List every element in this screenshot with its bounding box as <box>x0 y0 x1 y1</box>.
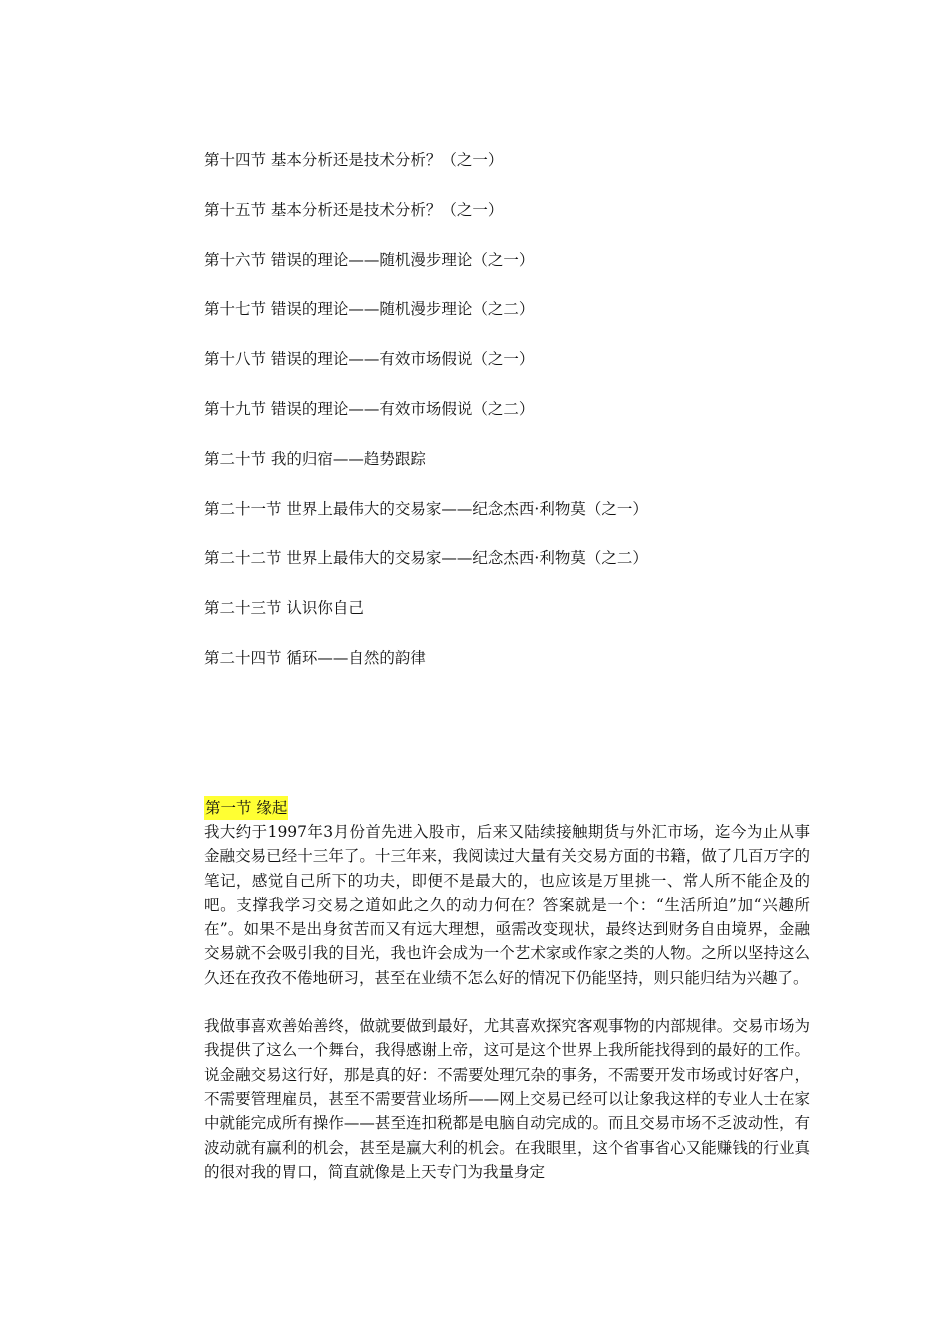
section-title: 第一节 缘起 <box>204 796 288 820</box>
paragraph: 我大约于1997年3月份首先进入股市，后来又陆续接触期货与外汇市场，迄今为止从事金融交易已经十三年了。十三年来，我阅读过大量有关交易方面的书籍，做了几百万字的笔记，感觉自己所下的功夫，即便不是最大的，也应该是万里挑一、常人所不能企及的吧。支撑我学习交易之道如此之久的动力何在？答案就是一个：“生活所迫”加“兴趣所在”。如果不是出身贫苦而又有远大理想，亟需改变现状，最终达到财务自由境界，金融交易就不会吸引我的目光，我也许会成为一个艺术家或作家之类的人物。之所以坚持这么久还在孜孜不倦地研习，甚至在业绩不怎么好的情况下仍能坚持，则只能归结为兴趣了。 <box>204 823 810 987</box>
toc-item: 第十九节 错误的理论——有效市场假说（之二） <box>204 399 535 418</box>
toc-item: 第二十四节 循环——自然的韵律 <box>204 648 426 667</box>
table-of-contents <box>204 148 824 696</box>
toc-item: 第十五节 基本分析还是技术分析？（之一） <box>204 200 504 219</box>
toc-item: 第二十节 我的归宿——趋势跟踪 <box>204 449 426 468</box>
toc-item: 第十四节 基本分析还是技术分析？（之一） <box>204 151 504 169</box>
paragraph: 我做事喜欢善始善终，做就要做到最好，尤其喜欢探究客观事物的内部规律。交易市场为我提供了这么一个舞台，我得感谢上帝，这可是这个世界上我所能找得到的最好的工作。说金融交易这行好，那是真的好：不需要处理冗杂的事务，不需要开发市场或讨好客户，不需要管理雇员，甚至不需要营业场所——网上交易已经可以让象我这样的专业人士在家中就能完成所有操作——甚至连扣税都是电脑自动完成的。而且交易市场不乏波动性，有波动就有赢利的机会，甚至是赢大利的机会。在我眼里，这个省事省心又能赚钱的行业真的很对我的胃口，简直就像是上天专门为我量身定 <box>204 1017 810 1181</box>
toc-item: 第十八节 错误的理论——有效市场假说（之一） <box>204 350 535 369</box>
section-one <box>204 796 810 1184</box>
section-heading-line <box>204 796 810 820</box>
toc-item: 第十六节 错误的理论——随机漫步理论（之一） <box>204 250 535 269</box>
toc-item: 第十七节 错误的理论——随机漫步理论（之二） <box>204 300 535 319</box>
toc-item: 第二十三节 认识你自己 <box>204 599 364 618</box>
toc-item: 第二十二节 世界上最伟大的交易家——纪念杰西·利物莫（之二） <box>204 549 648 568</box>
toc-item: 第二十一节 世界上最伟大的交易家——纪念杰西·利物莫（之一） <box>204 499 648 518</box>
